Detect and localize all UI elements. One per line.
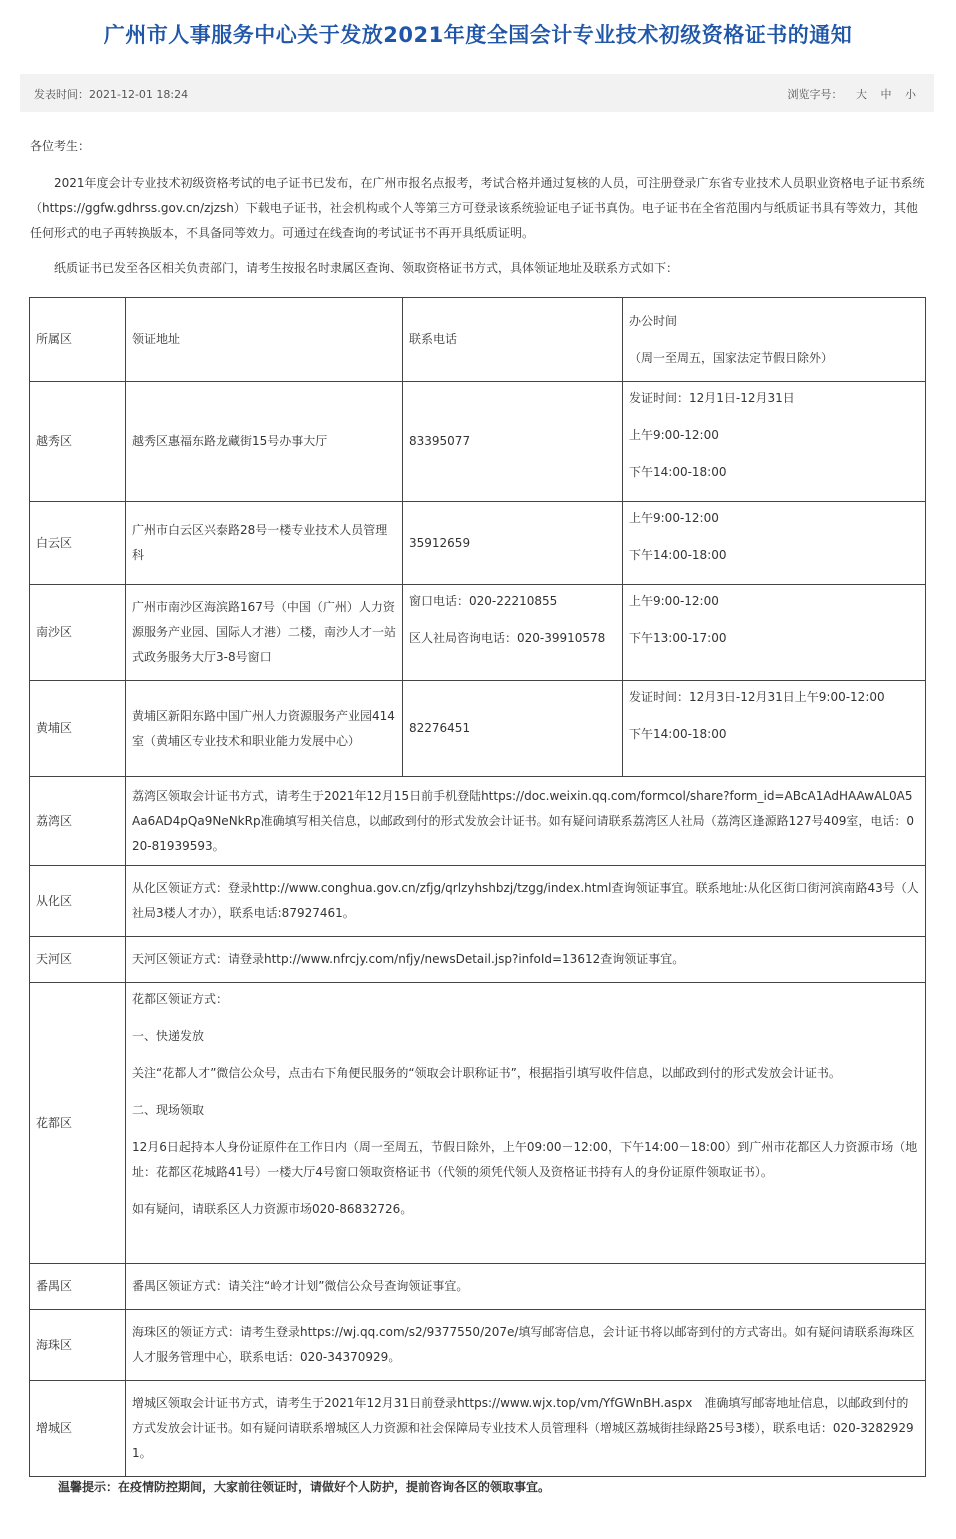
hours-line: 下午13:00-17:00 — [629, 631, 727, 645]
hours-line: 上午9:00-12:00 — [629, 594, 719, 608]
district-cell: 黄埔区 — [30, 681, 126, 777]
hours-cell — [623, 382, 926, 502]
hours-line: 发证时间：12月3日-12月31日上午9:00-12:00 — [629, 690, 885, 704]
instruction-text: 番禺区领证方式：请关注“岭才计划”微信公众号查询领证事宜。 — [132, 1279, 469, 1293]
instructions-cell — [126, 1264, 926, 1310]
paragraph: 纸质证书已发至各区相关负责部门，请考生按报名时隶属区查询、领取资格证书方式，具体领证地址及联系方式如下： — [54, 261, 679, 275]
table-row — [30, 585, 926, 681]
table-row — [30, 382, 926, 502]
header-address: 领证地址 — [126, 298, 403, 382]
district-cell: 南沙区 — [30, 585, 126, 681]
instructions-cell — [126, 777, 926, 866]
instruction-text: 从化区领证方式：登录http://www.conghua.gov.cn/zfjg/qrlzyhshbzj/tzgg/index.html查询领证事宜。联系地址:从化区街口街河滨南路43号（人社局3楼人才办），联系电话:87927461。 — [132, 881, 919, 920]
phone-cell — [403, 681, 623, 777]
hours-line: 上午9:00-12:00 — [629, 428, 719, 442]
table-header-row — [30, 298, 926, 382]
instruction-text: 天河区领证方式：请登录http://www.nfrcjy.com/nfjy/newsDetail.jsp?infoId=13612查询领证事宜。 — [132, 952, 685, 966]
district-cell: 增城区 — [30, 1381, 126, 1477]
font-size-controls — [788, 86, 917, 102]
phone-cell — [403, 502, 623, 585]
address-cell: 广州市南沙区海滨路167号（中国（广州）人力资源服务产业园、国际人才港）二楼，南沙人才一站式政务服务大厅3-8号窗口 — [126, 585, 403, 681]
hours-line: 下午14:00-18:00 — [629, 465, 727, 479]
instructions-cell — [126, 1381, 926, 1477]
instruction-text: 海珠区的领证方式：请考生登录https://wj.qq.com/s2/9377550/207e/填写邮寄信息，会计证书将以邮寄到付的方式寄出。如有疑问请联系海珠区人才服务管理中心，联系电话：020-34370929。 — [132, 1325, 915, 1364]
hours-line: 发证时间：12月1日-12月31日 — [629, 391, 795, 405]
header-hours-note: （周一至周五，国家法定节假日除外） — [629, 350, 834, 365]
font-size-large-button[interactable]: 大 — [856, 88, 867, 101]
header-district: 所属区 — [30, 298, 126, 382]
warm-tip: 温馨提示：在疫情防控期间，大家前往领证时，请做好个人防护，提前咨询各区的领取事宜。 — [58, 1480, 551, 1494]
table-row — [30, 866, 926, 937]
address-cell: 黄埔区新阳东路中国广州人力资源服务产业园414室（黄埔区专业技术和职业能力发展中心） — [126, 681, 403, 777]
publish-info — [34, 86, 188, 102]
hours-cell — [623, 585, 926, 681]
instruction-text: 花都区领证方式： — [132, 992, 229, 1006]
district-cell: 从化区 — [30, 866, 126, 937]
hours-line: 上午9:00-12:00 — [629, 511, 719, 525]
certificate-table — [29, 297, 926, 1477]
district-cell: 天河区 — [30, 937, 126, 983]
instruction-text: 二、现场领取 — [132, 1103, 205, 1117]
phone-line: 35912659 — [409, 535, 471, 550]
table-row — [30, 1381, 926, 1477]
hours-cell — [623, 681, 926, 777]
district-cell: 荔湾区 — [30, 777, 126, 866]
instructions-cell — [126, 937, 926, 983]
publish-label: 发表时间： — [34, 88, 89, 101]
table-row — [30, 983, 926, 1264]
header-phone: 联系电话 — [403, 298, 623, 382]
instructions-cell — [126, 866, 926, 937]
paragraph: 2021年度会计专业技术初级资格考试的电子证书已发布，在广州市报名点报考，考试合格并通过复核的人员，可注册登录广东省专业技术人员职业资格电子证书系统（https://ggfw.gdhrss.gov.cn/zjzsh）下载电子证书，社会机构或个人等第三方可登录该系统验证电子证书真伪。电子证书在全省范围内与纸质证书具有等效力，其他任何形式的电子再转换版本，不具备同等效力。可通过在线查询的考试证书不再开具纸质证明。 — [30, 176, 925, 240]
table-row — [30, 1310, 926, 1381]
font-size-small-button[interactable]: 小 — [905, 88, 916, 101]
instructions-cell — [126, 1310, 926, 1381]
table-row — [30, 937, 926, 983]
district-cell: 海珠区 — [30, 1310, 126, 1381]
district-cell: 番禺区 — [30, 1264, 126, 1310]
meta-bar — [20, 74, 934, 112]
phone-cell — [403, 585, 623, 681]
phone-line: 窗口电话：020-22210855 — [409, 594, 558, 608]
district-cell: 越秀区 — [30, 382, 126, 502]
greeting: 各位考生： — [30, 139, 91, 153]
hours-cell — [623, 502, 926, 585]
font-size-medium-button[interactable]: 中 — [880, 88, 892, 101]
instruction-text: 12月6日起持本人身份证原件在工作日内（周一至周五，节假日除外，上午09:00－12:00，下午14:00－18:00）到广州市花都区人力资源市场（地址：花都区花城路41号）一楼大厅4号窗口领取资格证书（代领的须凭代领人及资格证书持有人的身份证原件领取证书）。 — [132, 1140, 918, 1179]
address-cell: 广州市白云区兴泰路28号一楼专业技术人员管理科 — [126, 502, 403, 585]
publish-time: 2021-12-01 18:24 — [89, 88, 189, 101]
header-hours — [623, 298, 926, 382]
phone-line: 83395077 — [409, 434, 471, 448]
table-row — [30, 777, 926, 866]
article-body — [30, 128, 926, 281]
address-cell: 越秀区惠福东路龙藏街15号办事大厅 — [126, 382, 403, 502]
table-row — [30, 681, 926, 777]
district-cell: 白云区 — [30, 502, 126, 585]
table-row — [30, 1264, 926, 1310]
hours-line: 下午14:00-18:00 — [629, 548, 727, 562]
header-hours-title: 办公时间 — [629, 313, 678, 328]
table-row — [30, 502, 926, 585]
instruction-text: 如有疑问，请联系区人力资源市场020-86832726。 — [132, 1202, 413, 1216]
phone-line: 区人社局咨询电话：020-39910578 — [409, 631, 606, 645]
instruction-text: 一、快递发放 — [132, 1029, 205, 1043]
instruction-text: 荔湾区领取会计证书方式，请考生于2021年12月15日前手机登陆https://doc.weixin.qq.com/formcol/share?form_id=ABcA1AdHAAwAL0A5Aa6AD4pQa9NeNkRp准确填写相关信息，以邮政到付的形式发放会计证书。如有疑问请联系荔湾区人社局（荔湾区逢源路127号409室，电话：020-81939593。 — [132, 788, 915, 853]
page-title: 广州市人事服务中心关于发放2021年度全国会计专业技术初级资格证书的通知 — [103, 23, 853, 47]
hours-line: 下午14:00-18:00 — [629, 727, 727, 741]
font-size-label: 浏览字号： — [787, 88, 843, 101]
phone-cell — [403, 382, 623, 502]
instruction-text: 关注“花都人才”微信公众号，点击右下角便民服务的“领取会计职称证书”，根据指引填写收件信息，以邮政到付的形式发放会计证书。 — [132, 1066, 841, 1080]
phone-line: 82276451 — [409, 721, 471, 735]
instructions-cell — [126, 983, 926, 1264]
district-cell: 花都区 — [30, 983, 126, 1264]
instruction-text: 增城区领取会计证书方式，请考生于2021年12月31日前登录https://www.wjx.top/vm/YfGWnBH.aspx 准确填写邮寄地址信息，以邮政到付的方式发放会计证书。如有疑问请联系增城区人力资源和社会保障局专业技术人员管理科（增城区荔城街挂绿路25号3楼），联系电话：020-32829291。 — [132, 1396, 914, 1460]
